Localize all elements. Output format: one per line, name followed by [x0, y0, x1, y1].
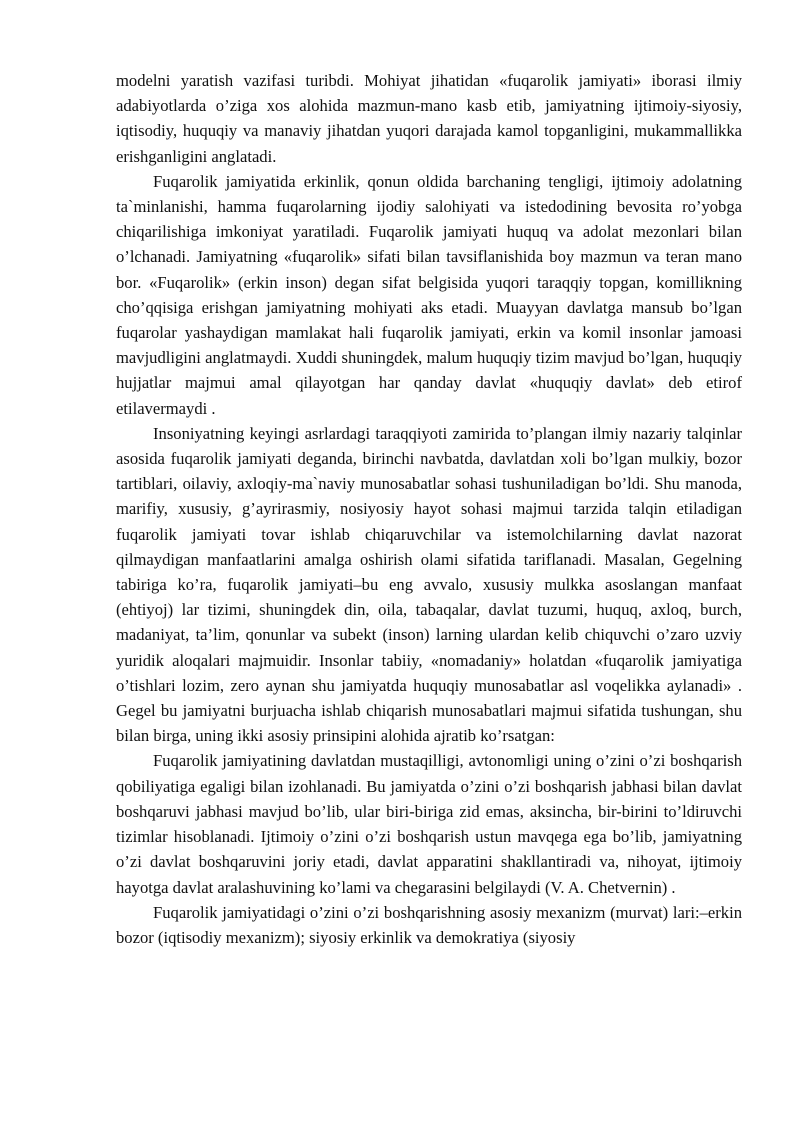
paragraph-4: Fuqarolik jamiyatining davlatdan mustaqilligi, avtonomligi uning o’zini o’zi boshqarish qobiliyatiga egaligi bilan izohlanadi. Bu jamiyatda o’zini o’zi boshqarish jabhasi bilan davlat boshqaruvi jabhasi mavjud bo’lib, ular biri-biriga zid emas, aksincha, bir-birini to’ldiruvchi tizimlar hisoblanadi. Ijtimoiy o’zini o’zi boshqarish ustun mavqega ega bo’lib, jamiyatning o’zi davlat boshqaruvini joriy etadi, davlat apparatini shakllantiradi va, nihoyat, ijtimoiy hayotga davlat aralashuvining ko’lami va chegarasini belgilaydi (V. A. Chetvernin) .	[116, 751, 742, 897]
paragraph-2: Fuqarolik jamiyatida erkinlik, qonun oldida barchaning tengligi, ijtimoiy adolatning ta`minlanishi, hamma fuqarolarning ijodiy salohiyati va istedodining bevosita ro’yobga chiqarilishiga imkoniyat yaratiladi. Fuqarolik jamiyati huquq va adolat mezonlari bilan o’lchanadi. Jamiyatning «fuqarolik» sifati bilan tavsiflanishida boy mazmun va teran mano bor. «Fuqarolik» (erkin inson) degan sifat belgisida yuqori taraqqiy topgan, komillikning cho’qqisiga erishgan jamiyatning mohiyati aks etadi. Muayyan davlatga mansub bo’lgan fuqarolar yashaydigan mamlakat hali fuqarolik jamiyati, erkin va komil insonlar jamoasi mavjudligini anglatmaydi. Xuddi shuningdek, malum huquqiy tizim mavjud bo’lgan, huquqiy hujjatlar majmui amal qilayotgan har qanday davlat «huquqiy davlat» deb etirof etilavermaydi .	[116, 171, 742, 418]
paragraph-5: Fuqarolik jamiyatidagi o’zini o’zi boshqarishning asosiy mexanizm (murvat) lari:–erkin bozor (iqtisodiy mexanizm); siyosiy erkinlik va demokratiya (siyosiy	[116, 902, 742, 947]
paragraph-3: Insoniyatning keyingi asrlardagi taraqqiyoti zamirida to’plangan ilmiy nazariy talqinlar asosida fuqarolik jamiyati deganda, birinchi navbatda, davlatdan xoli bo’lgan mulkiy, bozor tartiblari, oilaviy, axloqiy-ma`naviy munosabatlar sohasi tushuniladigan bo’ldi. Shu manoda, marifiy, xususiy, g’ayrirasmiy, nosiyosiy hayot sohasi majmui tarzida talqin etiladigan fuqarolik jamiyati tovar ishlab chiqaruvchilar va istemolchilarning davlat nazorat qilmaydigan manfaatlarini amalga oshirish olami sifatida tariflanadi. Masalan, Gegelning tabiriga ko’ra, fuqarolik jamiyati–bu eng avvalo, xususiy mulkka asoslangan manfaat (ehtiyoj) lar tizimi, shuningdek din, oila, tabaqalar, davlat tuzumi, huquq, axloq, burch, madaniyat, ta’lim, qonunlar va subekt (inson) larning ulardan kelib chiquvchi o’zaro uzviy yuridik aloqalari majmuidir. Insonlar tabiiy, «nomadaniy» holatdan «fuqarolik jamiyatiga o’tishlari lozim, zero aynan shu jamiyatda huquqiy munosabatlar asl voqelikka aylanadi» . Gegel bu jamiyatni burjuacha ishlab chiqarish munosabatlari majmui sifatida tushungan, shu bilan birga, uning ikki asosiy prinsipini alohida ajratib ko’rsatgan:	[116, 423, 742, 746]
paragraph-1: modelni yaratish vazifasi turibdi. Mohiyat jihatidan «fuqarolik jamiyati» iborasi ilmiy adabiyotlarda o’ziga xos alohida mazmun-mano kasb etib, jamiyatning ijtimoiy-siyosiy, iqtisodiy, huquqiy va manaviy jihatdan yuqori darajada kamol topganligini, mukammallikka erishganligini anglatadi.	[116, 71, 742, 166]
document-page	[116, 68, 742, 950]
